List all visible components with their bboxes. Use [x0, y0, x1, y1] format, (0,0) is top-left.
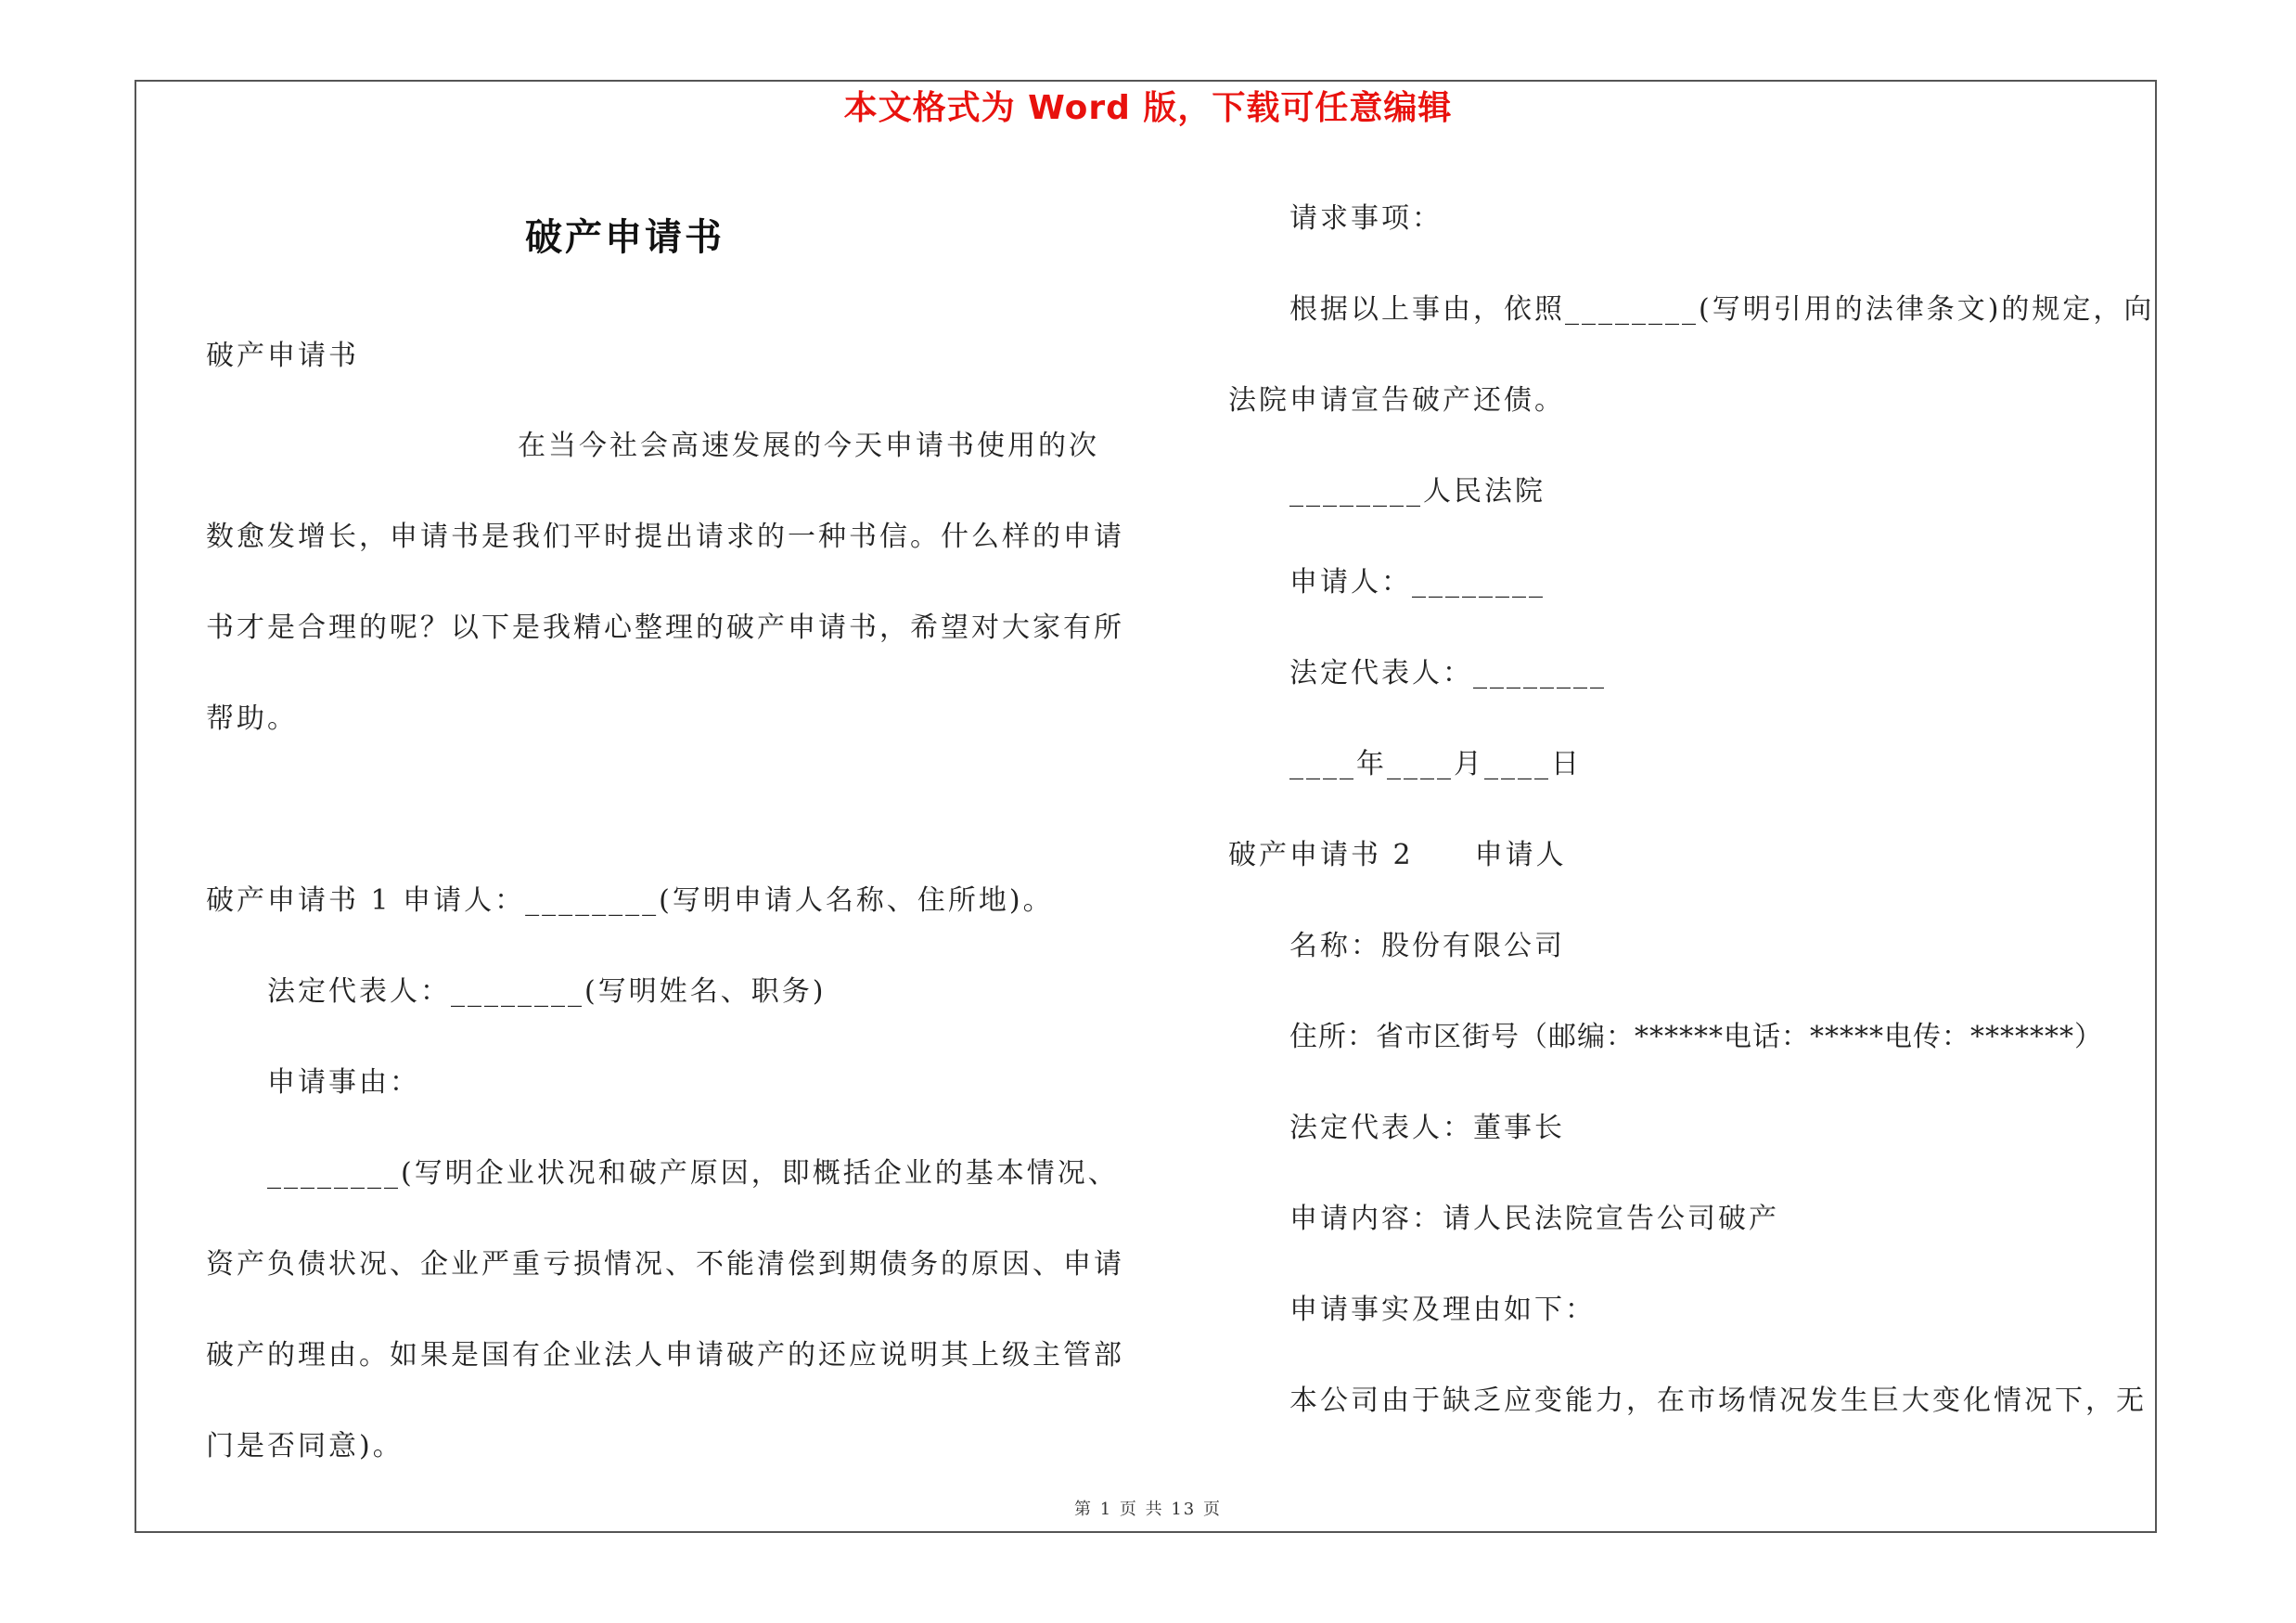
right-line-10: 法定代表人：董事长: [1289, 1112, 1565, 1144]
left-line-7: 申请事由：: [267, 1066, 420, 1099]
right-line-5: 法定代表人：________: [1289, 657, 1607, 689]
page-footer: 第 1 页 共 13 页: [1074, 1500, 1222, 1519]
left-line-1: 在当今社会高速发展的今天申请书使用的次: [518, 430, 1099, 462]
right-line-3: ________人民法院: [1289, 475, 1546, 508]
right-line-9: 住所：省市区街号（邮编：******电话：*****电传：*******）: [1289, 1021, 2103, 1053]
right-line-12: 申请事实及理由如下：: [1289, 1294, 1596, 1326]
left-line-5: 破产申请书 1 申请人：________(写明申请人名称、住所地)。: [206, 884, 1054, 917]
left-line-3: 书才是合理的呢？以下是我精心整理的破产申请书，希望对大家有所: [206, 612, 1124, 644]
document-title: 破产申请书: [525, 215, 725, 259]
left-line-8: ________(写明企业状况和破产原因，即概括企业的基本情况、: [267, 1157, 1119, 1190]
left-line-11: 门是否同意)。: [206, 1430, 404, 1462]
left-line-4: 帮助。: [206, 702, 298, 735]
right-line-8: 名称：股份有限公司: [1289, 930, 1565, 962]
right-line-13: 本公司由于缺乏应变能力，在市场情况发生巨大变化情况下，无: [1289, 1385, 2147, 1417]
right-line-6: ____年____月____日: [1289, 748, 1582, 780]
right-line-11: 申请内容：请人民法院宣告公司破产: [1289, 1203, 1779, 1235]
right-line-1: 根据以上事由，依照________(写明引用的法律条文)的规定，向: [1289, 293, 2155, 326]
left-line-6: 法定代表人：________(写明姓名、职务): [267, 975, 827, 1008]
format-banner: 本文格式为 Word 版，下载可任意编辑: [843, 89, 1453, 127]
left-line-0: 破产申请书: [206, 340, 359, 372]
left-line-10: 破产的理由。如果是国有企业法人申请破产的还应说明其上级主管部: [206, 1339, 1124, 1372]
left-line-9: 资产负债状况、企业严重亏损情况、不能清偿到期债务的原因、申请: [206, 1248, 1124, 1281]
left-line-2: 数愈发增长，申请书是我们平时提出请求的一种书信。什么样的申请: [206, 521, 1124, 553]
right-line-2: 法院申请宣告破产还债。: [1228, 384, 1565, 417]
right-line-0: 请求事项：: [1289, 202, 1443, 235]
right-line-7: 破产申请书 2 申请人: [1228, 839, 1567, 871]
right-line-4: 申请人：________: [1289, 566, 1546, 599]
